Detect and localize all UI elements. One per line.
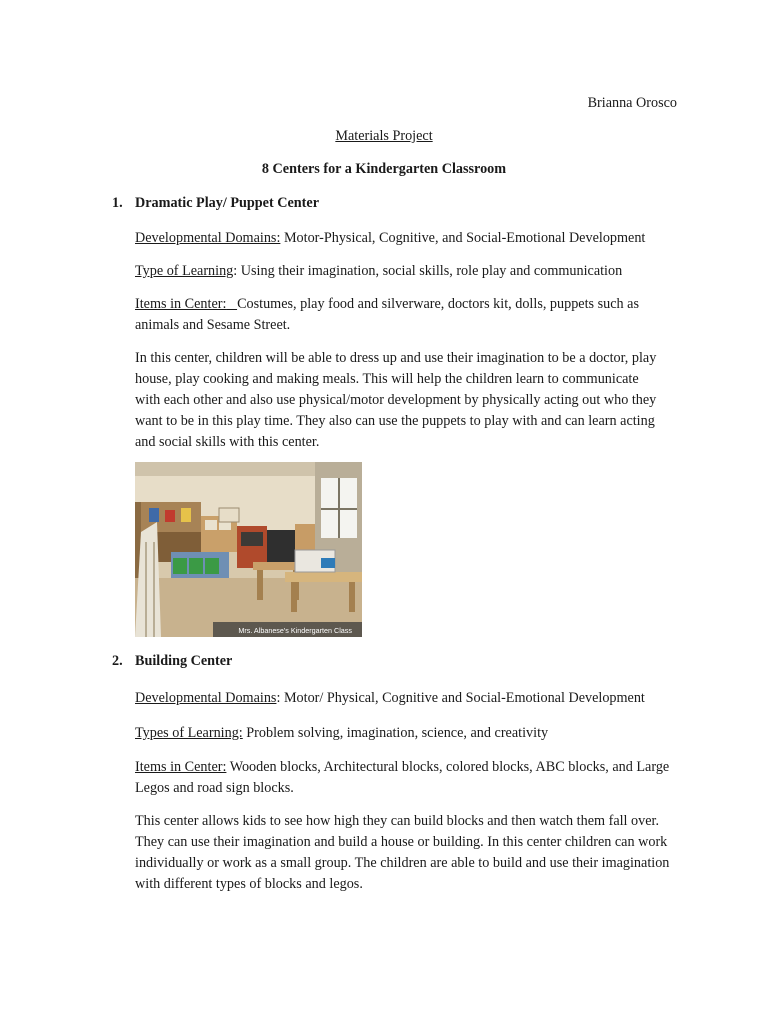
learning-text: : Using their imagination, social skills, role play and communication	[233, 263, 623, 279]
classroom-photo	[135, 462, 362, 637]
domains-line	[135, 688, 680, 709]
learning-line	[135, 261, 680, 282]
photo-caption: Mrs. Albanese's Kindergarten Class	[238, 626, 352, 635]
document-heading: 8 Centers for a Kindergarten Classroom	[261, 161, 507, 177]
section-paragraph: In this center, children will be able to dress up and use their imagination to be a doctor, play house, play cooking and making meals. This will help the children learn to communicate with each other and also use physical/motor development by physically acting out who they want to be in this play time. They also can use the puppets to play with and can learn acting and social skills with this center.	[135, 350, 657, 450]
domains-text: : Motor/ Physical, Cognitive and Social-Emotional Development	[276, 690, 645, 706]
project-title: Materials Project	[335, 128, 433, 144]
learning-text: Problem solving, imagination, science, and creativity	[242, 725, 549, 741]
section-title: Building Center	[135, 653, 233, 669]
section-number: 2.	[112, 653, 123, 669]
domains-label: Developmental Domains:	[135, 230, 281, 246]
section-paragraph: This center allows kids to see how high they can build blocks and then watch them fall over. They can use their imagination and build a house or building. In this center children can work individually or work as a small group. The children are able to build and use their imagination with different types of blocks and legos.	[135, 813, 670, 892]
items-text: Costumes, play food and silverware, doctors kit, dolls, puppets such as animals and Sesame Street.	[135, 296, 639, 333]
items-line	[135, 757, 680, 799]
learning-label: Types of Learning:	[135, 725, 243, 741]
learning-label: Type of Learning	[135, 263, 234, 279]
author-name: Brianna Orosco	[587, 95, 677, 111]
domains-text: Motor-Physical, Cognitive, and Social-Emotional Development	[280, 230, 646, 246]
items-text: Wooden blocks, Architectural blocks, colored blocks, ABC blocks, and Large Legos and road sign blocks.	[135, 759, 670, 796]
items-line	[135, 294, 680, 336]
domains-line	[135, 228, 680, 249]
section-title: Dramatic Play/ Puppet Center	[135, 195, 320, 211]
section-number: 1.	[112, 195, 123, 211]
learning-line	[135, 723, 680, 744]
classroom-photo-illustration	[135, 462, 362, 637]
items-label: Items in Center:	[135, 759, 227, 775]
items-label: Items in Center:	[135, 296, 227, 312]
domains-label: Developmental Domains	[135, 690, 277, 706]
